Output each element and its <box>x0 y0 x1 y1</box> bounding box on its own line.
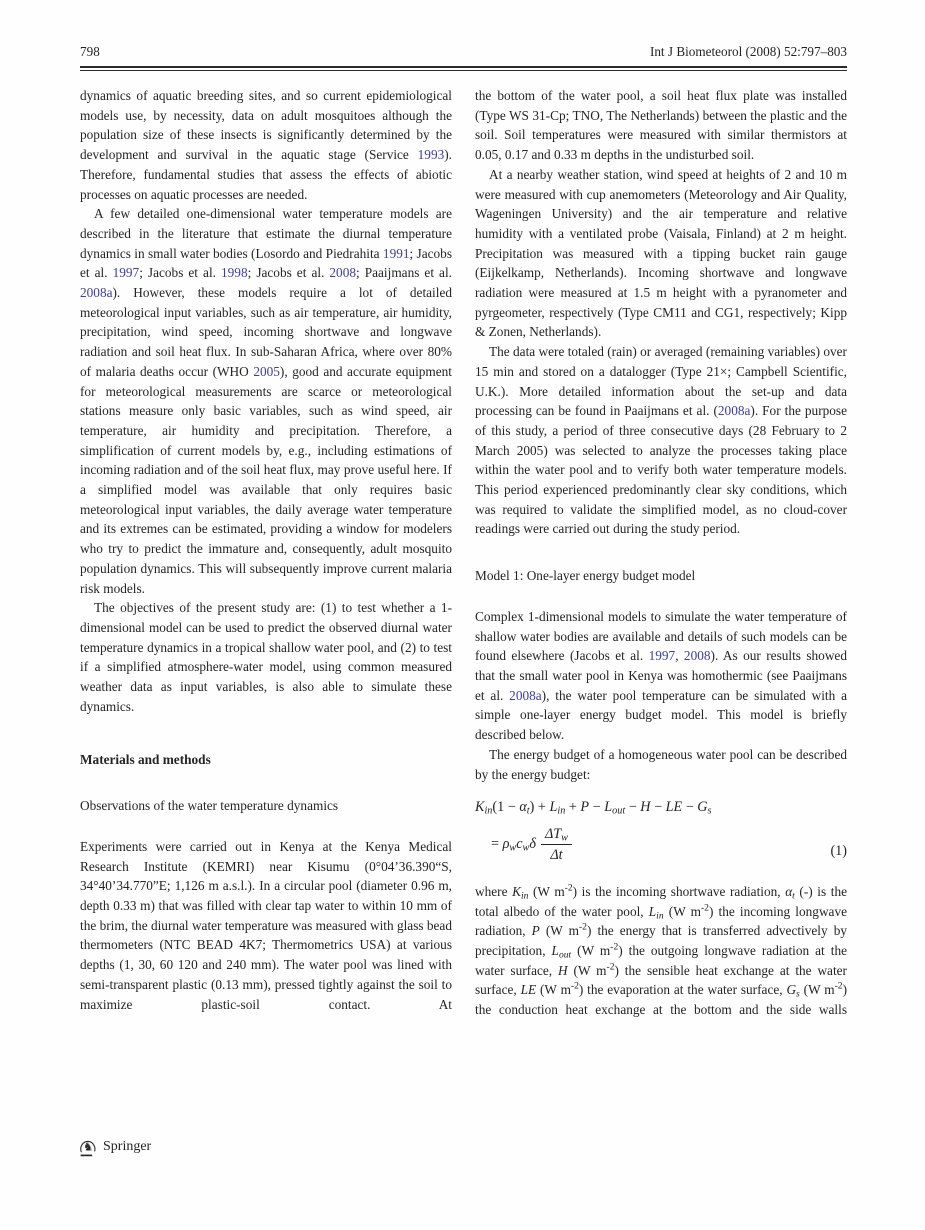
citation-link[interactable]: 2008a <box>717 403 751 419</box>
citation-link[interactable]: 2008a <box>80 285 113 301</box>
citation-link[interactable]: 1997 <box>112 265 140 281</box>
citation-link[interactable]: 1993 <box>417 147 445 163</box>
citation-link[interactable]: 2008 <box>329 265 356 281</box>
paragraph-energy-budget-intro: The energy budget of a homogeneous water pool can be described by the energy budget: <box>475 746 847 782</box>
citation-link[interactable]: 2005 <box>253 363 280 379</box>
paragraph-experiments: Experiments were carried out in Kenya at the Kenya Medical Research Institute (KEMRI) near Kisumu (0°04’36.390“S, 34°40’34.770”E; 1,126 m a.s.l.). In a circular pool (diameter 0.96 m, depth 0.33 m) that was filled with clear tap water to within 10 mm of the brim, the diurnal water temperature was measured with glass bead thermometers (NTC BEAD 4K7; Thermometrics USA) at various depths (1, 30, 60 120 and 240 mm). The water pool was lined with semi-transparent plastic (0.13 mm), pressed tightly against the soil to maximize plastic-soil contact. At <box>80 838 452 1012</box>
citation-link[interactable]: 1997 <box>648 648 676 664</box>
paragraph-intro-continuation: dynamics of aquatic breeding sites, and so current epidemiological models use, by necessity, data on adult mosquitoes although the population size of these insects is significantly determined by the development and survival in the aquatic stage (Service 1993). Therefore, fundamental studies that assess the effects of abiotic processes on aquatic processes are needed. <box>80 88 452 202</box>
right-column <box>475 86 847 1020</box>
equation-number: (1) <box>830 843 847 860</box>
svg-text:♞: ♞ <box>83 1139 94 1154</box>
page-header <box>80 44 847 60</box>
left-column <box>80 86 452 1020</box>
header-rule <box>80 66 847 71</box>
page-footer <box>78 1136 151 1158</box>
paragraph-objectives: The objectives of the present study are: (1) to test whether a 1-dimensional model can be used to predict the observed diurnal water temperature dynamics in a tropical shallow water pool, and (2) to test if a simplified atmosphere-water model, using common measured weather data as input variables, is also able to simulate these dynamics. <box>80 600 452 714</box>
equation-line-1: $K_{in}(1 - \alpha_t) + L_{in} + P - L_{out} - H$ − LE − $G_s$ <box>475 799 712 817</box>
citation-link[interactable]: 2008a <box>509 687 542 703</box>
publisher-name: Springer <box>103 1139 152 1154</box>
paragraph-variable-definitions: where $K_{in}$ (W $m^{-2}$) is the incoming shortwave radiation, $\alpha_t$ (-) is the total albedo of the water pool, $L_{in}$ (W $m^{-2}$) the incoming longwave radiation, P (W $m^{-2}$) the energy that is transferred advectively by precipitation, $L_{out}$ (W $m^{-2}$) the outgoing longwave radiation at the water surface, H (W $m^{-2}$) the sensible heat exchange at the water surface, LE (W $m^{-2}$) the evaporation at the water surface, $G_s$ (W $m^{-2}$) the conduction heat exchange at the bottom and the side walls <box>475 882 848 1018</box>
citation-link[interactable]: 1998 <box>221 265 248 281</box>
citation-link[interactable]: 2008 <box>683 648 711 664</box>
subsection-heading-observations: Observations of the water temperature dynamics <box>80 798 339 814</box>
equation-line-2: = $\rho_wc_w\delta$ $\frac{\Delta T_w}{\Delta t}$ <box>475 825 847 864</box>
paragraph-weather-station: At a nearby weather station, wind speed at heights of 2 and 10 m were measured with cup anemometers (Meteorology and Air Quality, Wageningen University) and the air temperature and relative humidity with a ventilated probe (Vaisala, Finland) at 2 m height. Precipitation was measured with a tipping bucket rain gauge (Eijkelkamp, Netherlands). Incoming shortwave and longwave radiation were measured at 1.5 m height with a pyranometer and pyrgeometer, respectively (Type CM11 and CG1, respectively; Kipp & Zonen, Netherlands). <box>475 166 847 340</box>
paragraph-datalogger-study-period: The data were totaled (rain) or averaged (remaining variables) over 15 min and stored on a datalogger (Type 21×; Campbell Scientific, U.K.). More detailed information about the set-up and data processing can be found in Paaijmans et al. (2008a). For the purpose of this study, a period of three consecutive days (28 February to 2 March 2005) was selected to analyze the processes taking place within the water pool and to verify both water temperature models. This period experienced predominantly clear sky conditions, which was required to validate the simplified model, as no cloud-cover readings were carried out during the study period. <box>475 344 847 537</box>
springer-logo-icon <box>78 1136 98 1158</box>
section-heading-materials-methods: Materials and methods <box>80 751 211 767</box>
subsection-heading-model-1: Model 1: One-layer energy budget model <box>475 568 696 584</box>
journal-reference: Int J Biometeorol (2008) 52:797–803 <box>649 44 847 59</box>
paragraph-models-literature: A few detailed one-dimensional water temperature models are described in the literature that estimate the diurnal temperature dynamics in small water bodies (Losordo and Piedrahita 1991; Jacobs et al. 1997; Jacobs et al. 1998; Jacobs et al. 2008; Paaijmans et al. 2008a). However, these models require a lot of detailed meteorological input variables, such as air temperature, air humidity, precipitation, wind speed, incoming shortwave and longwave radiation and soil heat flux. In sub-Saharan Africa, where over 80% of malaria deaths occur (WHO 2005), good and accurate equipment for meteorological measurements are scarce or meteorological stations measure only basic variables, such as wind speed, air temperature, air humidity and precipitation. Therefore, a simplification of current models by, e.g., including estimations of incoming radiation and of the soil heat flux, may prove useful here. If a simplified model was available that only requires basic meteorological input variables, the daily average water temperature and its extremes can be estimated, providing a window for modelers who try to predict the immature and, consequently, adult mosquito population dynamics. This will subsequently improve current malaria risk models. <box>80 206 453 596</box>
paragraph-complex-models: Complex 1-dimensional models to simulate the water temperature of shallow water bodies are available and details of such models can be found elsewhere (Jacobs et al. 1997, 2008). As our results showed that the small water pool in Kenya was homothermic (see Paaijmans et al. 2008a), the water pool temperature can be simulated with a simple one-layer energy budget model. This model is briefly described below. <box>475 608 847 743</box>
two-column-body <box>80 86 847 1020</box>
page-number: 798 <box>80 44 100 59</box>
paragraph-soil-heat-flux: the bottom of the water pool, a soil heat flux plate was installed (Type WS 31-Cp; TNO, The Netherlands) between the plastic and the soil. Soil temperatures were measured with similar thermistors at 0.05, 0.17 and 0.33 m depths in the undisturbed soil. <box>475 88 847 163</box>
equation-1 <box>475 798 847 864</box>
citation-link[interactable]: 1991 <box>382 245 410 261</box>
equation-fraction: $\frac{\Delta T_w}{\Delta t}$ <box>541 825 572 864</box>
